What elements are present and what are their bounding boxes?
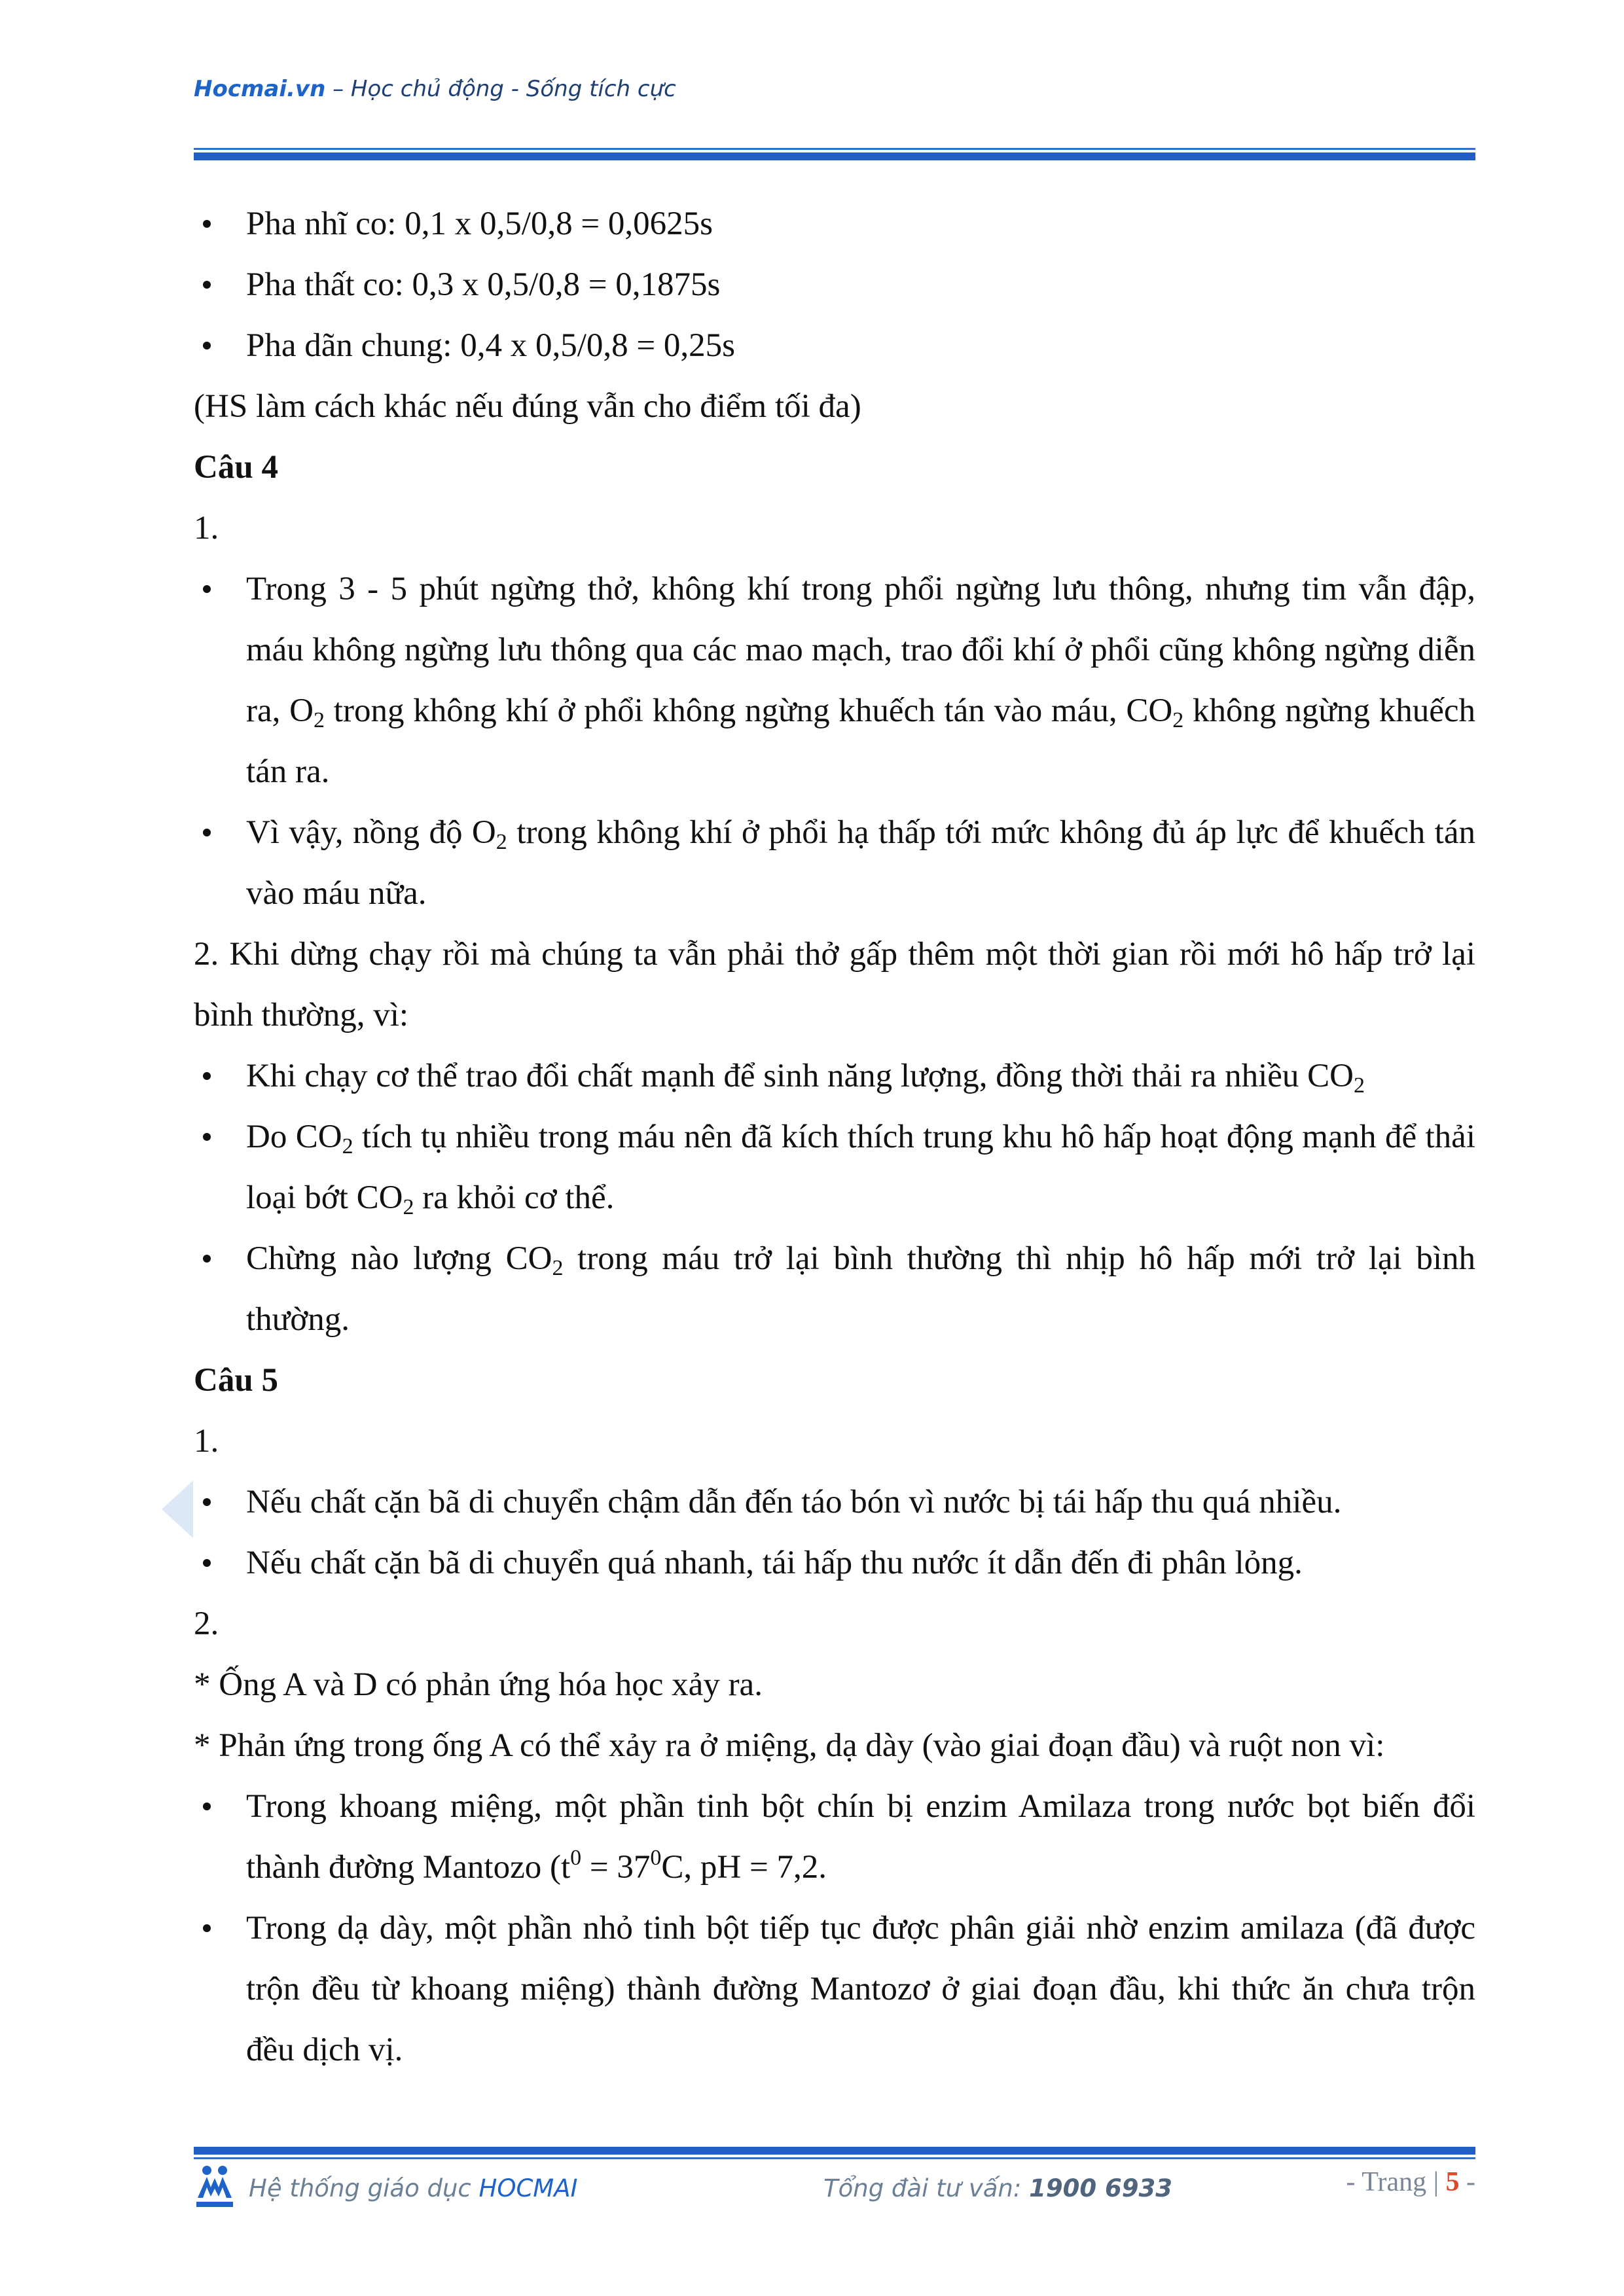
footer-rule	[194, 2147, 1475, 2159]
q4-b1-text-a: Trong 3 - 5 phút ngừng thở, không khí trong phổi ngừng lưu thông, nhưng tim vẫn đập, máu không ngừng lưu thông qua các mao mạch, trao đổi khí ở phổi cũng không ngừng diễn ra, O	[246, 571, 1475, 729]
document-body	[194, 194, 1475, 2081]
page-number-prefix: - Trang |	[1346, 2167, 1446, 2197]
q4-b5-text-a: Chừng nào lượng CO	[246, 1240, 552, 1277]
q4-bullet-5	[194, 1229, 1475, 1350]
footer-hotline	[823, 2174, 1172, 2202]
q4-b2-text-a: Vì vậy, nồng độ O	[246, 814, 496, 851]
o2-subscript: 2	[314, 708, 325, 732]
q4-bullet-1	[194, 559, 1475, 802]
q4-part-1-number: 1.	[194, 510, 219, 547]
q5-bullet-2: Nếu chất cặn bã di chuyển quá nhanh, tái hấp thu nước ít dẫn đến đi phân lỏng.	[194, 1533, 1475, 1594]
q4-b1-text-b: trong không khí ở phổi không ngừng khuếch tán vào máu, CO	[325, 692, 1173, 729]
degree-superscript: 0	[650, 1846, 662, 1870]
header-tagline: – Học chủ động - Sống tích cực	[325, 76, 676, 102]
q4-bullet-4	[194, 1107, 1475, 1229]
footer-org-prefix: Hệ thống giáo dục	[249, 2174, 479, 2202]
q4-b1-text-c: không ngừng khuếch tán ra.	[246, 692, 1475, 790]
grading-note: (HS làm cách khác nếu đúng vẫn cho điểm tối đa)	[194, 388, 861, 425]
q5-b3-text-c: C, pH = 7,2.	[661, 1849, 827, 1886]
footer-organization	[249, 2174, 577, 2202]
q5-b3-text-a: Trong khoang miệng, một phần tinh bột chín bị enzim Amilaza trong nước bọt biến đổi thành đường Mantozo (t	[246, 1788, 1475, 1886]
page-header	[194, 76, 676, 102]
q5-bullet-3	[194, 1776, 1475, 1898]
co2-subscript: 2	[552, 1256, 564, 1280]
q4-b4-text-c: ra khỏi cơ thể.	[414, 1179, 615, 1216]
page-nav-arrow-icon[interactable]	[162, 1480, 193, 1538]
co2-subscript: 2	[1172, 708, 1184, 732]
q5-b3-text-b: = 37	[581, 1849, 651, 1886]
q5-part-1-number: 1.	[194, 1423, 219, 1460]
footer-hotline-number: 1900 6933	[1029, 2174, 1172, 2202]
q5-statement-2: * Phản ứng trong ống A có thể xảy ra ở miệng, dạ dày (vào giai đoạn đầu) và ruột non vì:	[194, 1727, 1385, 1764]
page-number-value: 5	[1445, 2167, 1460, 2197]
q4-b4-text-a: Do CO	[246, 1119, 342, 1155]
header-rule-thick	[194, 152, 1475, 160]
q4-b2-text-b: trong không khí ở phổi hạ thấp tới mức không đủ áp lực để khuếch tán vào máu nữa.	[246, 814, 1475, 912]
list-item-pha-dan-chung: Pha dãn chung: 0,4 x 0,5/0,8 = 0,25s	[194, 315, 1475, 376]
q4-bullet-2	[194, 802, 1475, 924]
degree-superscript: 0	[570, 1846, 582, 1870]
q5-bullet-1: Nếu chất cặn bã di chuyển chậm dẫn đến táo bón vì nước bị tái hấp thu quá nhiều.	[194, 1472, 1475, 1533]
q4-bullet-3	[194, 1046, 1475, 1107]
q4-b3-text: Khi chạy cơ thể trao đổi chất mạnh để sinh năng lượng, đồng thời thải ra nhiều CO	[246, 1058, 1354, 1094]
q5-part-2-number: 2.	[194, 1605, 219, 1642]
question-4-heading: Câu 4	[194, 449, 278, 486]
question-5-heading: Câu 5	[194, 1362, 278, 1399]
co2-subscript: 2	[403, 1195, 414, 1219]
q4-b4-text-b: tích tụ nhiều trong máu nên đã kích thích trung khu hô hấp hoạt động mạnh để thải loại bớt CO	[246, 1119, 1475, 1216]
hocmai-logo-icon	[194, 2164, 236, 2210]
co2-subscript: 2	[1354, 1073, 1365, 1098]
list-item-pha-that-co: Pha thất co: 0,3 x 0,5/0,8 = 0,1875s	[194, 255, 1475, 315]
o2-subscript: 2	[496, 830, 507, 854]
list-item-pha-nhi-co: Pha nhĩ co: 0,1 x 0,5/0,8 = 0,0625s	[194, 194, 1475, 255]
header-brand: Hocmai.vn	[194, 76, 326, 102]
header-rule-thin	[194, 148, 1475, 150]
co2-subscript: 2	[342, 1134, 353, 1158]
footer-hotline-prefix: Tổng đài tư vấn:	[823, 2174, 1030, 2202]
footer-org-brand: HOCMAI	[478, 2174, 578, 2202]
footer-rule-thick	[194, 2147, 1475, 2155]
page-number	[1346, 2166, 1475, 2198]
q4-b5-text-b: trong máu trở lại bình thường thì nhịp hô hấp mới trở lại bình thường.	[246, 1240, 1476, 1338]
footer-rule-thin	[194, 2157, 1475, 2159]
page-number-suffix: -	[1459, 2167, 1475, 2197]
q5-bullet-4: Trong dạ dày, một phần nhỏ tinh bột tiếp tục được phân giải nhờ enzim amilaza (đã được trộn đều từ khoang miệng) thành đường Mantozơ ở giai đoạn đầu, khi thức ăn chưa trộn đều dịch vị.	[194, 1898, 1475, 2081]
q4-part-2: 2. Khi dừng chạy rồi mà chúng ta vẫn phải thở gấp thêm một thời gian rồi mới hô hấp trở lại bình thường, vì:	[194, 936, 1475, 1033]
header-rule	[194, 148, 1475, 160]
q5-statement-1: * Ống A và D có phản ứng hóa học xảy ra.	[194, 1666, 763, 1703]
